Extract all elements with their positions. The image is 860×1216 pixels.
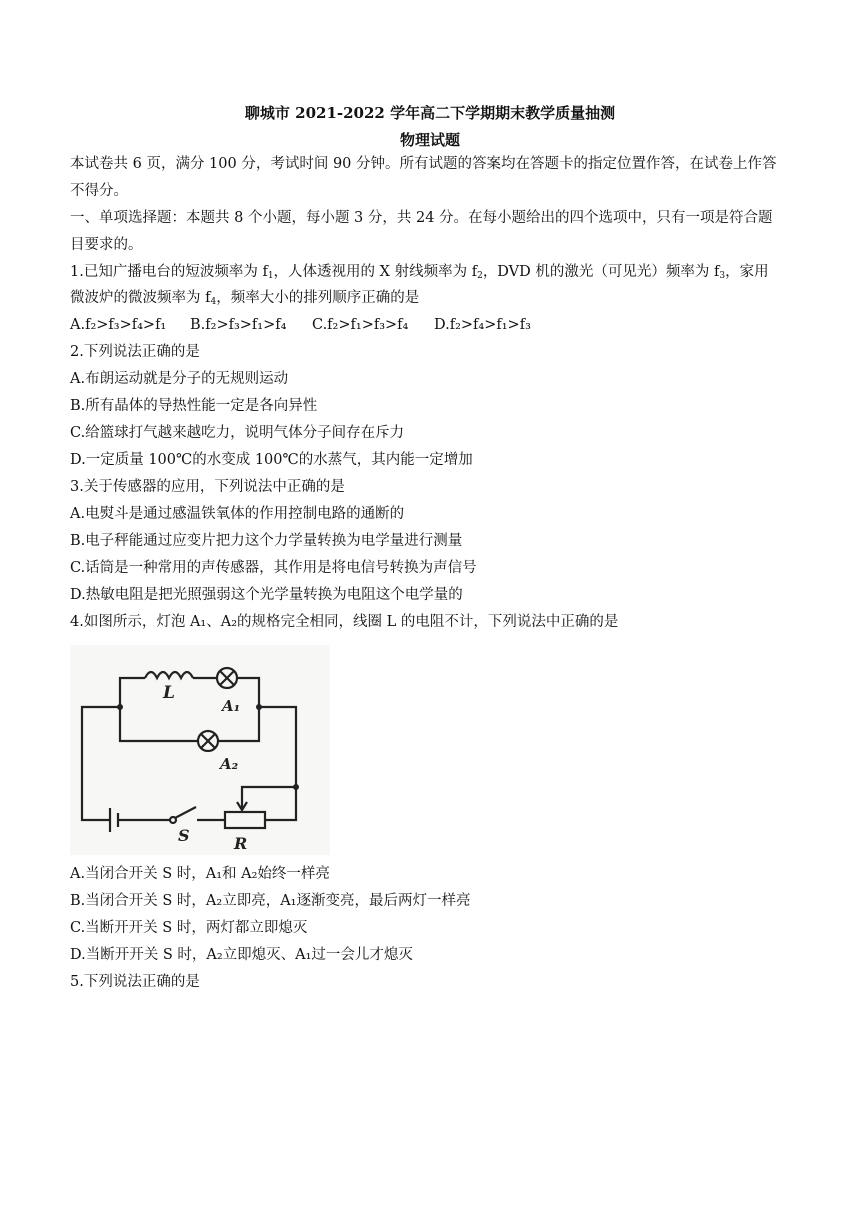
q4-stem: 4.如图所示，灯泡 A₁、A₂的规格完全相同，线圈 L 的电阻不计，下列说法中正确的是 [70,614,619,630]
section1-heading-line-2: 目要求的。 [70,237,143,253]
q4-option-c: C.当断开开关 S 时，两灯都立即熄灭 [70,920,308,936]
q3-option-a: A.电熨斗是通过感温铁氧体的作用控制电路的通断的 [70,506,405,522]
q4-option-a: A.当闭合开关 S 时，A₁和 A₂始终一样亮 [70,866,330,882]
q4-circuit-figure [70,645,330,855]
label-lamp-a1: A₁ [222,697,241,715]
q2-option-a: A.布朗运动就是分子的无规则运动 [70,371,289,387]
q1-stem-line-1: 1.已知广播电台的短波频率为 $f_1$，人体透视用的 X 射线频率为 $f_2$，DVD 机的激光（可见光）频率为 $f_3$，家用 [70,264,769,281]
q3-option-d: D.热敏电阻是把光照强弱这个光学量转换为电阻这个电学量的 [70,587,463,603]
q3-option-b: B.电子秤能通过应变片把力这个力学量转换为电学量进行测量 [70,533,463,549]
q4-option-d: D.当断开开关 S 时，A₂立即熄灭、A₁过一会儿才熄灭 [70,947,413,963]
intro-line-1: 本试卷共 6 页，满分 100 分，考试时间 90 分钟。所有试题的答案均在答题卡的指定位置作答，在试卷上作答 [70,156,777,172]
q2-option-c: C.给篮球打气越来越吃力，说明气体分子间存在斥力 [70,425,405,441]
q2-stem: 2.下列说法正确的是 [70,344,200,360]
q4-option-b: B.当闭合开关 S 时，A₂立即亮，A₁逐渐变亮，最后两灯一样亮 [70,893,471,909]
exam-subtitle: 物理试题 [399,131,460,149]
label-lamp-a2: A₂ [220,755,239,773]
q1-option-d: D.f₂>f₄>f₁>f₃ [434,317,531,333]
section1-heading-line-1: 一、单项选择题：本题共 8 个小题，每小题 3 分，共 24 分。在每小题给出的四个选项中，只有一项是符合题 [70,210,773,226]
q1-stem-line-2: 微波炉的微波频率为 $f_4$，频率大小的排列顺序正确的是 [70,290,420,307]
intro-line-2: 不得分。 [70,183,128,199]
q1-option-c: C.f₂>f₁>f₃>f₄ [312,317,409,333]
exam-title: 聊城市 2021-2022 学年高二下学期期末教学质量抽测 [244,104,616,122]
q1-option-a: A.f₂>f₃>f₄>f₁ [70,317,167,333]
q3-option-c: C.话筒是一种常用的声传感器，其作用是将电信号转换为声信号 [70,560,477,576]
label-inductor-l: L [163,683,175,703]
label-rheostat-r: R [234,834,248,853]
q3-stem: 3.关于传感器的应用，下列说法中正确的是 [70,479,345,495]
label-switch-s: S [178,826,190,845]
q1-option-b: B.f₂>f₃>f₁>f₄ [190,317,287,333]
q2-option-b: B.所有晶体的导热性能一定是各向异性 [70,398,318,414]
q5-stem: 5.下列说法正确的是 [70,974,200,990]
q2-option-d: D.一定质量 100℃的水变成 100℃的水蒸气，其内能一定增加 [70,452,473,468]
